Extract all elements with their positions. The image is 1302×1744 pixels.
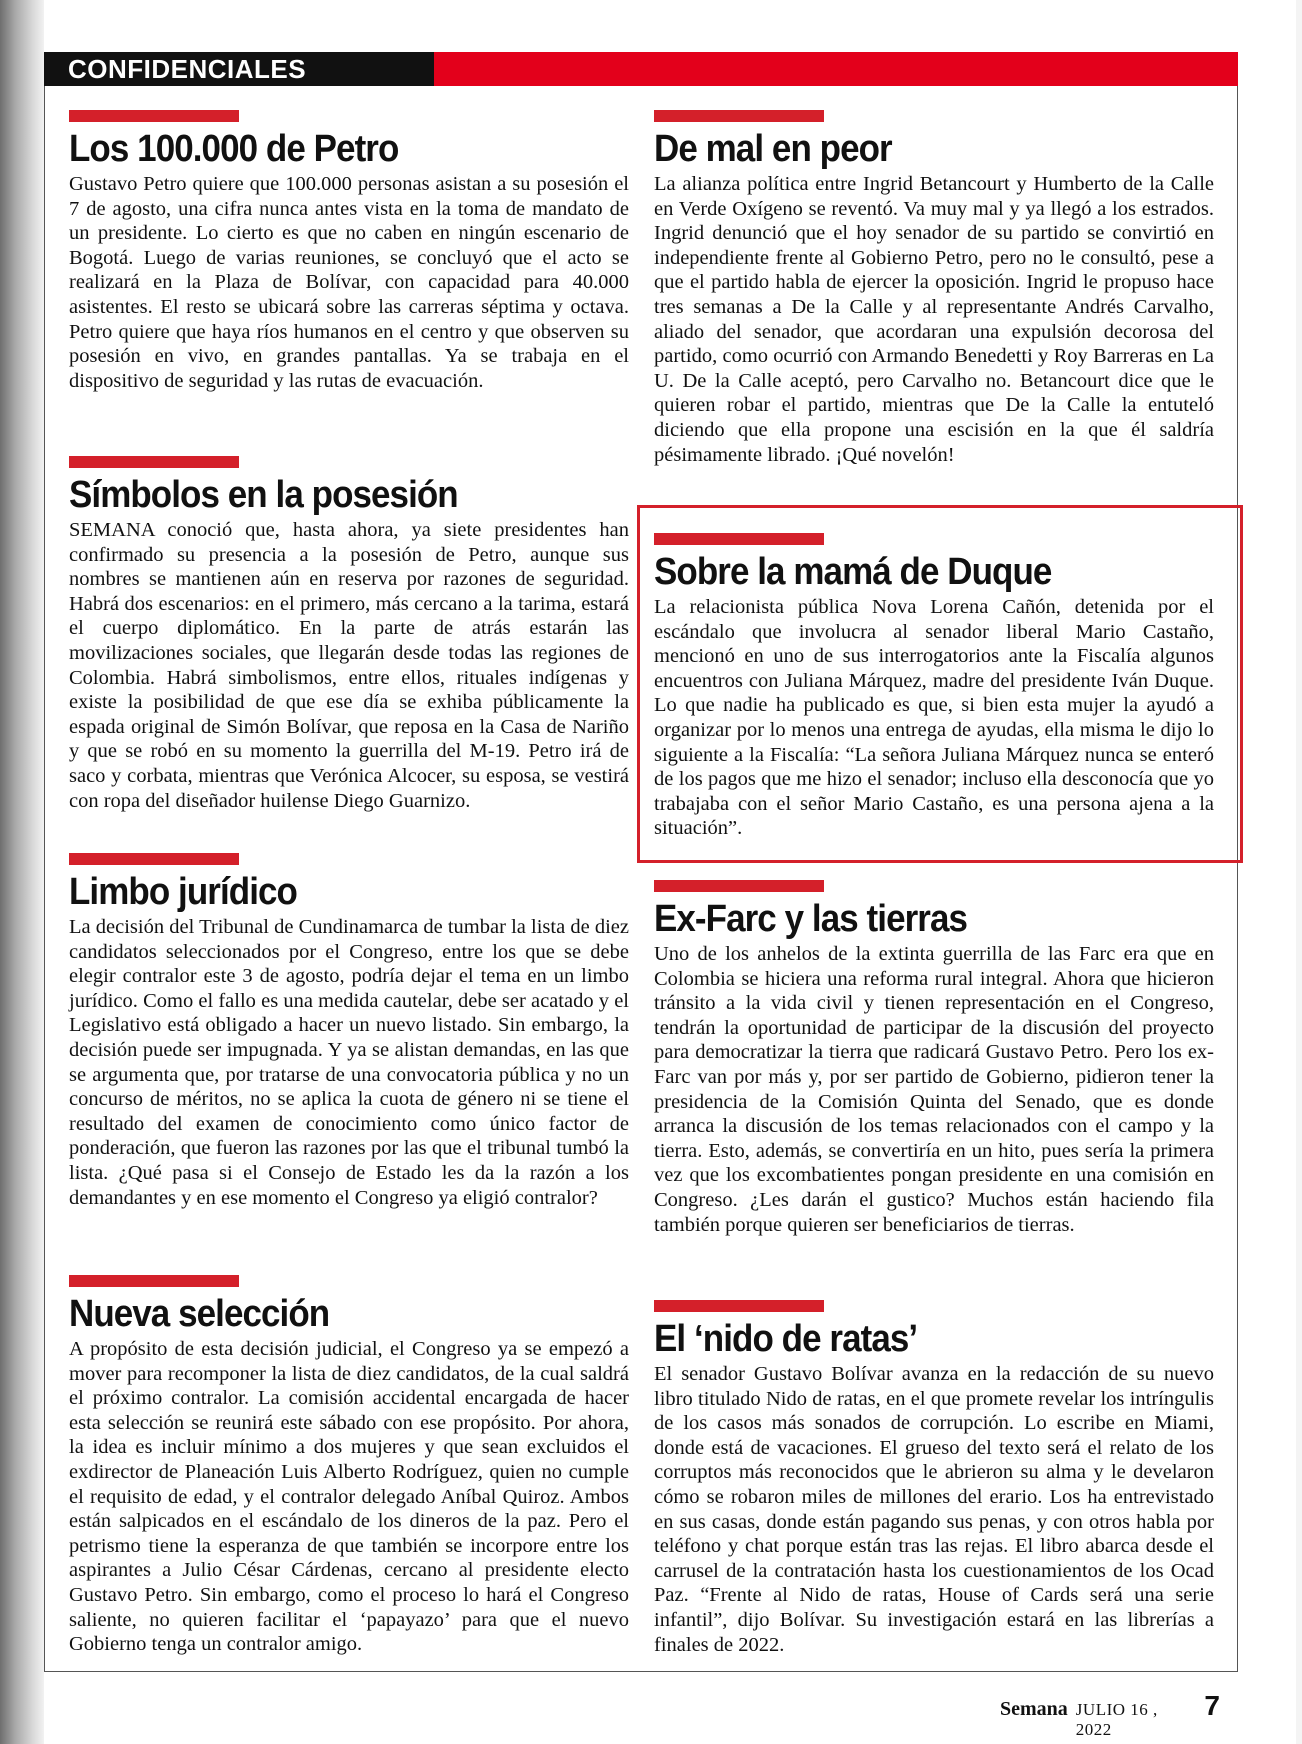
article-simbolos <box>69 456 629 813</box>
article-los-100000 <box>69 110 629 393</box>
article-red-tick <box>654 1300 824 1312</box>
section-label: CONFIDENCIALES <box>44 52 434 86</box>
page-number: 7 <box>1204 1690 1220 1721</box>
article-title: Sobre la mamá de Duque <box>654 551 1052 593</box>
article-title: Ex-Farc y las tierras <box>654 898 968 940</box>
article-ex-farc <box>654 880 1214 1237</box>
article-title: Nueva selección <box>69 1293 330 1335</box>
article-title: Símbolos en la posesión <box>69 474 458 516</box>
article-title: El ‘nido de ratas’ <box>654 1318 918 1360</box>
article-red-tick <box>69 110 239 122</box>
article-body: La alianza política entre Ingrid Betancourt y Humberto de la Calle en Verde Oxígeno se reventó. Va muy mal y ya llegó a los estrados. Ingrid denunció que el hoy senador de su partido se convirtió en independiente frente al Gobierno Petro, pero no le consultó, pese a que el partido habla de ejercer la oposición. Ingrid le propuso hace tres semanas a De la Calle y al representante Andrés Carvalho, aliado del senador, que acordaran una expulsión decorosa del partido, como ocurrió con Armando Benedetti y Roy Barreras en La U. De la Calle aceptó, pero Carvalho no. Betancourt dice que le quieren robar el partido, mientras que De la Calle la entuteló diciendo que ella propone una escisión en la que él saldría pésimamente librado. ¡Qué novelón! <box>654 173 1214 466</box>
footer-brand: Semana <box>1000 1698 1068 1720</box>
article-red-tick <box>654 880 824 892</box>
article-title: Los 100.000 de Petro <box>69 128 399 170</box>
page-footer <box>1000 1690 1220 1740</box>
article-body: Gustavo Petro quiere que 100.000 personas asistan a su posesión el 7 de agosto, una cifra nunca antes vista en la toma de mandato de un presidente. Lo cierto es que no caben en ningún escenario de Bogotá. Luego de varias reuniones, se concluyó que el acto se realizará en la Plaza de Bolívar, con capacidad para 40.000 asistentes. El resto se ubicará sobre las carreras séptima y octava. Petro quiere que haya ríos humanos en el centro y que observen su posesión en vivo, en grandes pantallas. Ya se trabaja en el dispositivo de seguridad y las rutas de evacuación. <box>69 173 629 392</box>
article-nido-de-ratas <box>654 1300 1214 1657</box>
footer-date: JULIO 16 , 2022 <box>1075 1700 1158 1739</box>
article-red-tick <box>69 456 239 468</box>
article-red-tick <box>69 1275 239 1287</box>
article-title: Limbo jurídico <box>69 871 297 913</box>
page-edge <box>1296 0 1302 1744</box>
article-red-tick <box>69 853 239 865</box>
article-body: Uno de los anhelos de la extinta guerrilla de las Farc era que en Colombia se hiciera una reforma rural integral. Ahora que hicieron tránsito a la vida civil y tienen representación en el Congreso, tendrán la oportunidad de participar de la discusión del proyecto para democratizar la tierra que radicará Gustavo Petro. Pero los ex-Farc van por más y, por ser partido de Gobierno, pidieron tener la presidencia de la Comisión Quinta del Senado, que es donde arranca la discusión de los temas relacionados con el campo y la tierra. Esto, además, se convertiría en un hito, pues sería la primera vez que los excombatientes pongan presidente en una comisión en Congreso. ¿Les darán el gustico? Muchos están haciendo fila también porque quieren ser beneficiarios de tierras. <box>654 943 1214 1236</box>
article-body: El senador Gustavo Bolívar avanza en la redacción de su nuevo libro titulado Nido de ratas, en el que promete revelar los intríngulis de los casos más sonados de corrupción. Lo escribe en Miami, donde está de vacaciones. El grueso del texto será el relato de los corruptos más reconocidos que le abrieron su alma y le develaron cómo se robaron miles de millones del erario. Los ha entrevistado en sus casas, donde están pagando sus penas, y con otros habla por teléfono y chat porque están tras las rejas. El libro abarca desde el carrusel de la contratación hasta los cuestionamientos de los Ocad Paz. “Frente al Nido de ratas, House of Cards será una serie infantil”, dijo Bolívar. Su investigación estará en las librerías a finales de 2022. <box>654 1363 1214 1656</box>
page-spine-shadow <box>0 0 44 1744</box>
article-body: A propósito de esta decisión judicial, el Congreso ya se empezó a mover para recomponer la lista de diez candidatos, de la cual saldrá el próximo contralor. La comisión accidental encargada de hacer esta selección se reunirá este sábado con ese propósito. Por ahora, la idea es incluir mínimo a dos mujeres y que sean excluidos el exdirector de Planeación Luis Alberto Rodríguez, quien no cumple el requisito de edad, y el contralor delegado Aníbal Quiroz. Ambos están salpicados en el escándalo de los dineros de la paz. Pero el petrismo tiene la esperanza de que también se incorpore entre los aspirantes a Julio César Cárdenas, cercano al presidente electo Gustavo Petro. Sin embargo, como el proceso lo hará el Congreso saliente, no quieren facilitar el ‘papayazo’ para que el nuevo Gobierno tenga un contralor amigo. <box>69 1338 629 1656</box>
article-nueva-seleccion <box>69 1275 629 1657</box>
section-header <box>44 52 1238 86</box>
article-body: SEMANA conoció que, hasta ahora, ya siete presidentes han confirmado su presencia a la posesión de Petro, aunque sus nombres se mantienen aún en reserva por razones de seguridad. Habrá dos escenarios: en el primero, más cercano a la tarima, estará el cuerpo diplomático. En la parte de atrás estarán las movilizaciones sociales, que llegarán desde todas las regiones de Colombia. Habrá simbolismos, entre ellos, rituales indígenas y existe la posibilidad de que ese día se exhiba públicamente la espada original de Simón Bolívar, que reposa en la Casa de Nariño y que se robó en su momento la guerrilla del M-19. Petro irá de saco y corbata, mientras que Verónica Alcocer, su esposa, se vestirá con ropa del diseñador huilense Diego Guarnizo. <box>69 519 629 812</box>
article-red-tick <box>654 110 824 122</box>
article-body: La decisión del Tribunal de Cundinamarca de tumbar la lista de diez candidatos seleccionados por el Congreso, entre los que se debe elegir contralor este 3 de agosto, podría dejar el tema en un limbo jurídico. Como el fallo es una medida cautelar, debe ser acatado y el Legislativo está obligado a hacer un nuevo listado. Sin embargo, la decisión puede ser impugnada. Y ya se alistan demandas, en las que se argumenta que, por tratarse de una convocatoria pública y no un concurso de méritos, no se aplica la cuota de género ni se tiene el resultado del examen de conocimiento como único factor de ponderación, que fueron las razones por las que el tribunal tumbó la lista. ¿Qué pasa si el Consejo de Estado les da la razón a los demandantes y en ese momento el Congreso ya eligió contralor? <box>69 916 629 1209</box>
article-limbo <box>69 853 629 1210</box>
article-title: De mal en peor <box>654 128 892 170</box>
article-mama-duque <box>654 533 1214 841</box>
section-header-red-bar <box>434 52 1238 86</box>
article-de-mal-en-peor <box>654 110 1214 467</box>
article-body: La relacionista pública Nova Lorena Cañón, detenida por el escándalo que involucra al senador liberal Mario Castaño, mencionó en uno de sus interrogatorios ante la Fiscalía algunos encuentros con Juliana Márquez, madre del presidente Iván Duque. Lo que nadie ha publicado es que, si bien esta mujer la ayudó a organizar por lo menos una entrega de ayudas, ella misma le dijo lo siguiente a la Fiscalía: “La señora Juliana Márquez nunca se enteró de los pagos que me hizo el senador; incluso ella desconocía que yo trabajaba con el señor Mario Castaño, es una persona ajena a la situación”. <box>654 596 1214 840</box>
article-red-tick <box>654 533 824 545</box>
